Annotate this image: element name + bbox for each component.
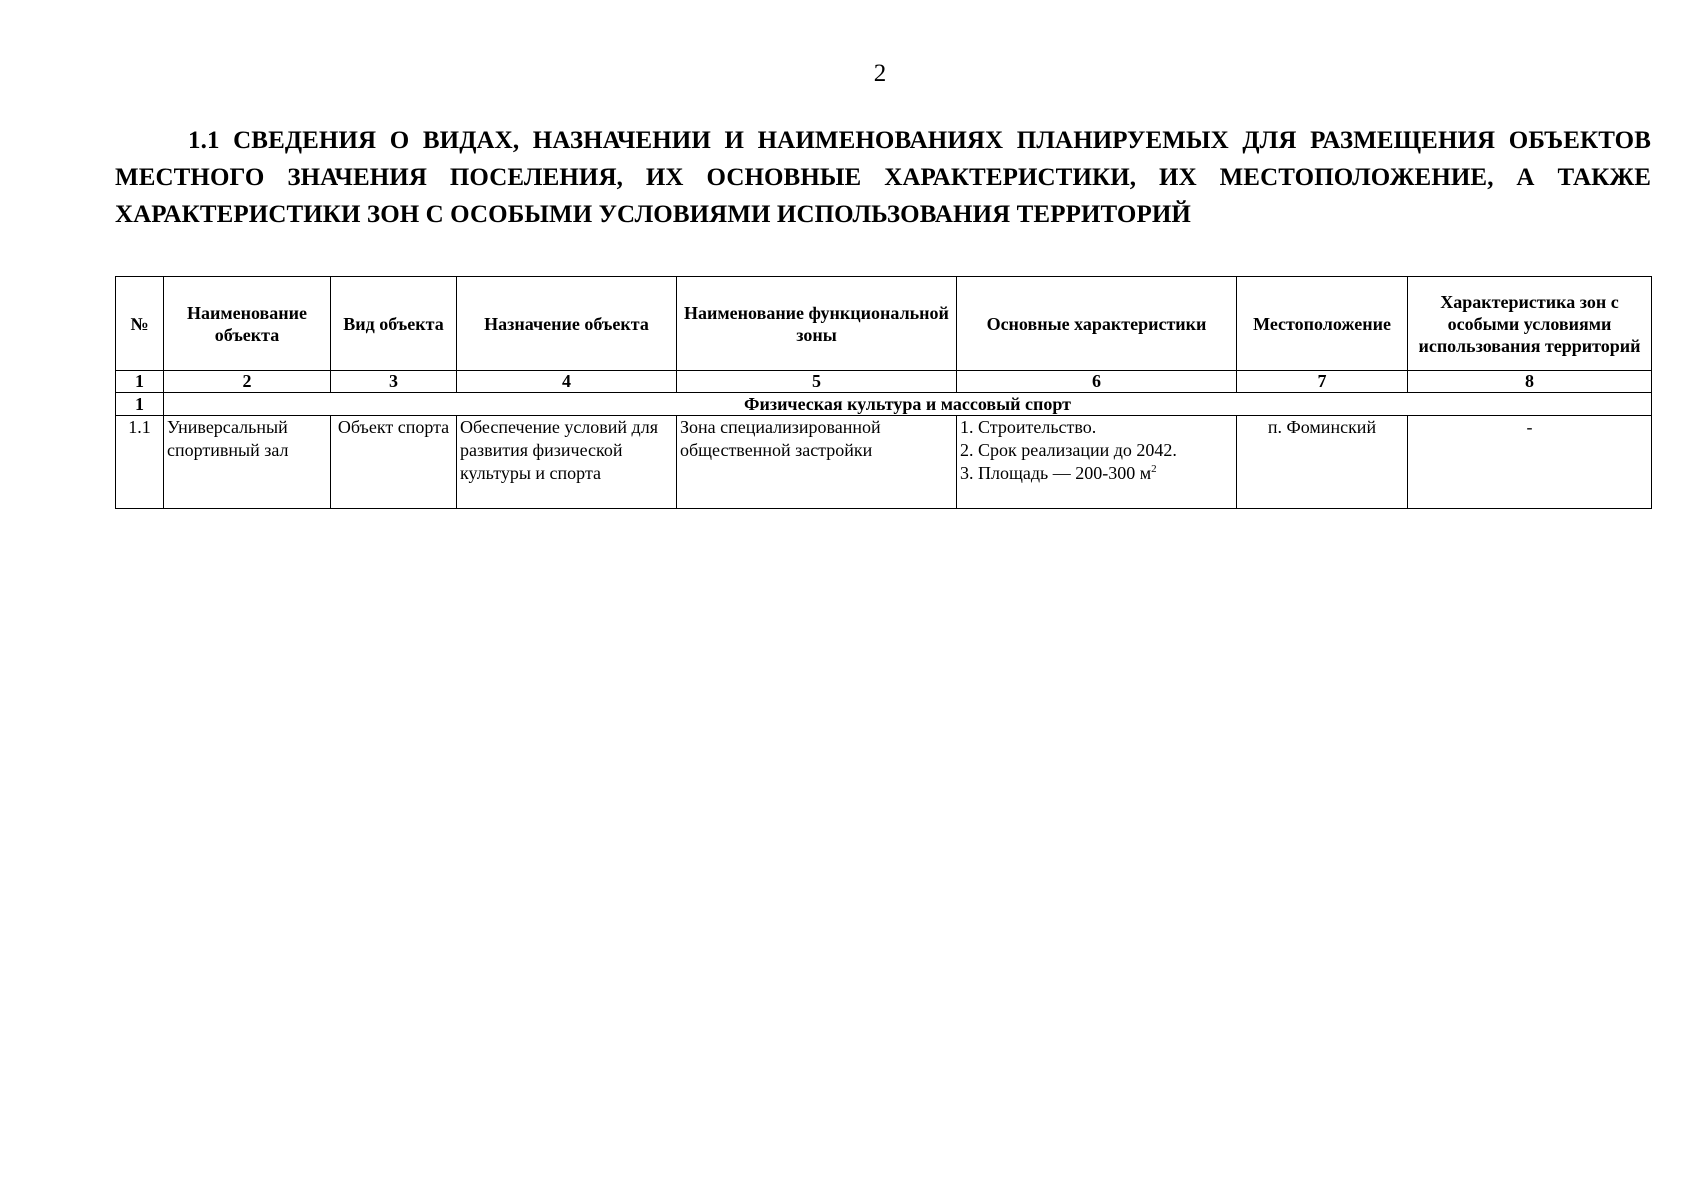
column-number: 1 [116,371,164,393]
table-header-row [116,277,1652,371]
header-object-type: Вид объекта [331,277,457,371]
characteristic-line [960,462,1233,485]
column-number: 3 [331,371,457,393]
column-number: 2 [164,371,331,393]
header-location: Местоположение [1237,277,1408,371]
characteristic-area-text: 3. Площадь — 200-300 м [960,463,1152,483]
header-characteristics: Основные характеристики [957,277,1237,371]
object-name-cell: Универсальный спортивный зал [164,416,331,509]
section-title: Физическая культура и массовый спорт [164,393,1652,416]
object-type-cell: Объект спорта [331,416,457,509]
object-purpose-cell: Обеспечение условий для развития физической культуры и спорта [457,416,677,509]
objects-table [115,276,1652,509]
page-number: 2 [873,60,887,87]
column-number: 4 [457,371,677,393]
section-heading: 1.1 СВЕДЕНИЯ О ВИДАХ, НАЗНАЧЕНИИ И НАИМЕНОВАНИЯХ ПЛАНИРУЕМЫХ ДЛЯ РАЗМЕЩЕНИЯ ОБЪЕКТОВ МЕСТНОГО ЗНАЧЕНИЯ ПОСЕЛЕНИЯ, ИХ ОСНОВНЫЕ ХАРАКТЕРИСТИКИ, ИХ МЕСТОПОЛОЖЕНИЕ, А ТАКЖЕ ХАРАКТЕРИСТИКИ ЗОН С ОСОБЫМИ УСЛОВИЯМИ ИСПОЛЬЗОВАНИЯ ТЕРРИТОРИЙ [115,127,1651,228]
header-object-name: Наименование объекта [164,277,331,371]
zone-conditions-cell: - [1408,416,1652,509]
section-row [116,393,1652,416]
section-number: 1 [116,393,164,416]
functional-zone-cell: Зона специализированной общественной застройки [677,416,957,509]
header-object-purpose: Назначение объекта [457,277,677,371]
header-functional-zone: Наименование функциональной зоны [677,277,957,371]
row-number: 1.1 [116,416,164,509]
area-unit-superscript: 2 [1151,463,1157,475]
characteristics-cell [957,416,1237,509]
header-zone-conditions: Характеристика зон с особыми условиями использования территорий [1408,277,1652,371]
column-number: 5 [677,371,957,393]
characteristic-line: 1. Строительство. [960,417,1097,437]
location-cell: п. Фоминский [1237,416,1408,509]
column-number: 7 [1237,371,1408,393]
column-number-row [116,371,1652,393]
characteristic-line: 2. Срок реализации до 2042. [960,440,1177,460]
table-row [116,416,1652,509]
header-number: № [116,277,164,371]
column-number: 8 [1408,371,1652,393]
column-number: 6 [957,371,1237,393]
